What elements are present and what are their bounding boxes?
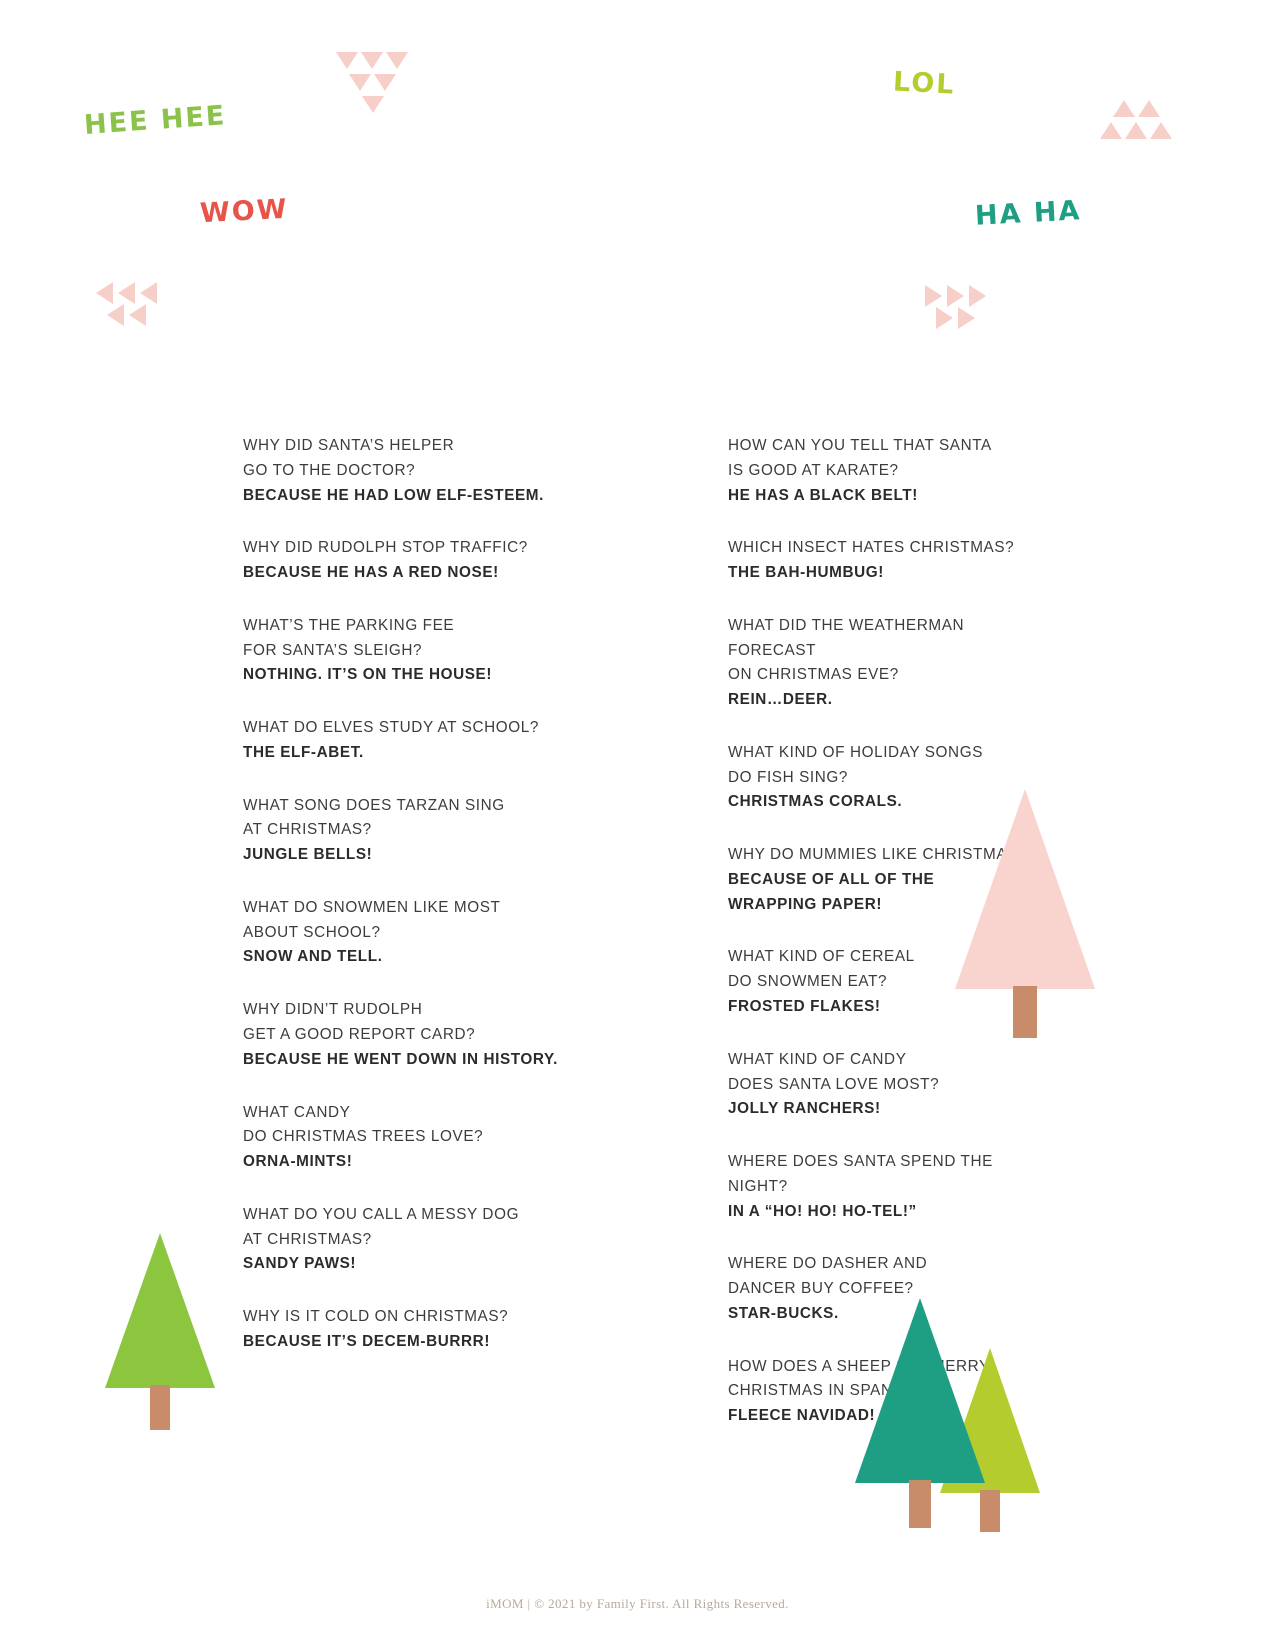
joke-answer-line: HE HAS A BLACK BELT!: [728, 486, 918, 504]
joke-item: [728, 1150, 1043, 1224]
joke-question-line: WHY DID RUDOLPH STOP TRAFFIC?: [243, 539, 528, 557]
tree-trunk: [909, 1480, 931, 1528]
joke-question-line: AT CHRISTMAS?: [243, 1230, 372, 1248]
joke-item: [243, 794, 558, 868]
triangle-icon: [349, 74, 371, 91]
joke-answer-line: JUNGLE BELLS!: [243, 846, 373, 864]
joke-answer-line: BECAUSE HE HAD LOW ELF-ESTEEM.: [243, 486, 544, 504]
triangle-icon: [118, 282, 135, 304]
joke-question-line: DO SNOWMEN EAT?: [728, 973, 888, 991]
joke-answer-line: BECAUSE HE HAS A RED NOSE!: [243, 564, 499, 582]
triangle-icon: [96, 282, 113, 304]
joke-answer-line: JOLLY RANCHERS!: [728, 1100, 881, 1118]
triangle-icon: [925, 285, 942, 307]
joke-answer-line: FLEECE NAVIDAD!: [728, 1407, 876, 1425]
joke-item: [243, 614, 558, 688]
joke-answer-line: IN A “HO! HO! HO-TEL!”: [728, 1202, 917, 1220]
joke-answer-line: THE ELF-ABET.: [243, 743, 364, 761]
doodle-hee-hee: HEE HEE: [83, 100, 228, 141]
joke-question-line: WHAT SONG DOES TARZAN SING: [243, 796, 505, 814]
joke-question-line: WHAT DO ELVES STUDY AT SCHOOL?: [243, 719, 539, 737]
joke-question-line: AT CHRISTMAS?: [243, 821, 372, 839]
jokes-container: [243, 434, 1043, 1429]
joke-answer-line: BECAUSE OF ALL OF THE: [728, 870, 935, 888]
triangle-icon: [374, 74, 396, 91]
tree-trunk: [150, 1385, 170, 1430]
joke-question-line: IS GOOD AT KARATE?: [728, 461, 899, 479]
joke-question-line: DANCER BUY COFFEE?: [728, 1280, 914, 1298]
joke-question-line: WHY DIDN’T RUDOLPH: [243, 1001, 423, 1019]
joke-item: [728, 1048, 1043, 1122]
triangle-icon: [936, 307, 953, 329]
triangle-icon: [361, 52, 383, 69]
joke-question-line: DO CHRISTMAS TREES LOVE?: [243, 1128, 484, 1146]
joke-answer-line: WRAPPING PAPER!: [728, 895, 883, 913]
joke-item: [728, 614, 1043, 713]
joke-question-line: ABOUT SCHOOL?: [243, 923, 381, 941]
joke-answer-line: ORNA-MINTS!: [243, 1153, 353, 1171]
joke-question-line: DOES SANTA LOVE MOST?: [728, 1075, 940, 1093]
joke-question-line: WHY DID SANTA’S HELPER: [243, 437, 455, 454]
joke-question-line: WHAT DID THE WEATHERMAN FORECAST: [728, 616, 965, 659]
joke-answer-line: REIN…DEER.: [728, 691, 833, 709]
christmas-tree-pink: [955, 786, 1095, 1036]
tree-canopy: [955, 786, 1095, 989]
joke-question-line: WHERE DO DASHER AND: [728, 1255, 928, 1273]
joke-question-line: WHAT DO SNOWMEN LIKE MOST: [243, 898, 501, 916]
joke-item: [243, 434, 558, 508]
joke-question-line: HOW CAN YOU TELL THAT SANTA: [728, 437, 992, 454]
tree-trunk: [1013, 986, 1037, 1038]
joke-question-line: WHAT KIND OF CEREAL: [728, 948, 915, 966]
triangle-icon: [1150, 122, 1172, 139]
doodle-lol: LOL: [892, 66, 957, 101]
joke-question-line: WHY IS IT COLD ON CHRISTMAS?: [243, 1308, 509, 1326]
triangle-icon: [336, 52, 358, 69]
joke-question-line: FOR SANTA’S SLEIGH?: [243, 641, 423, 659]
joke-question-line: WHAT KIND OF CANDY: [728, 1050, 907, 1068]
joke-question-line: WHY DO MUMMIES LIKE CHRISTMAS?: [728, 846, 1028, 864]
joke-item: [243, 1203, 558, 1277]
joke-answer-line: STAR-BUCKS.: [728, 1304, 839, 1322]
joke-answer-line: NOTHING. IT’S ON THE HOUSE!: [243, 666, 493, 684]
joke-item: [243, 716, 558, 766]
joke-question-line: GO TO THE DOCTOR?: [243, 461, 416, 479]
joke-answer-line: BECAUSE IT’S DECEM-BURRR!: [243, 1332, 491, 1350]
joke-item: [243, 998, 558, 1072]
tree-canopy: [855, 1295, 985, 1483]
joke-question-line: WHERE DOES SANTA SPEND THE NIGHT?: [728, 1153, 993, 1195]
triangle-icon: [1125, 122, 1147, 139]
joke-question-line: CHRISTMAS IN SPANISH?: [728, 1382, 930, 1400]
joke-item: [243, 536, 558, 586]
joke-answer-line: FROSTED FLAKES!: [728, 998, 881, 1016]
jokes-column-left: [243, 434, 558, 1429]
page-title: [0, 96, 1275, 110]
triangle-icon: [958, 307, 975, 329]
joke-item: [243, 1101, 558, 1175]
joke-item: [728, 536, 1043, 586]
tree-canopy: [105, 1230, 215, 1388]
joke-question-line: DO FISH SING?: [728, 768, 848, 786]
joke-question-line: WHAT KIND OF HOLIDAY SONGS: [728, 743, 984, 761]
joke-question-line: WHICH INSECT HATES CHRISTMAS?: [728, 539, 1015, 557]
joke-answer-line: SNOW AND TELL.: [243, 948, 383, 966]
joke-item: [243, 896, 558, 970]
joke-answer-line: CHRISTMAS CORALS.: [728, 793, 903, 811]
christmas-tree-teal: [855, 1295, 985, 1525]
joke-question-line: ON CHRISTMAS EVE?: [728, 666, 899, 684]
joke-answer-line: BECAUSE HE WENT DOWN IN HISTORY.: [243, 1050, 558, 1068]
triangle-icon: [969, 285, 986, 307]
doodle-wow: WOW: [199, 193, 290, 230]
joke-question-line: WHAT CANDY: [243, 1103, 351, 1121]
triangle-icon: [947, 285, 964, 307]
joke-answer-line: SANDY PAWS!: [243, 1255, 357, 1273]
triangle-icon: [386, 52, 408, 69]
triangle-icon: [140, 282, 157, 304]
triangle-icon: [1100, 122, 1122, 139]
joke-item: [728, 434, 1043, 508]
triangle-icon: [129, 304, 146, 326]
joke-answer-line: THE BAH-HUMBUG!: [728, 564, 885, 582]
doodle-ha-ha: HA HA: [974, 195, 1083, 232]
footer-copyright: iMOM | © 2021 by Family First. All Rights Reserved.: [486, 1596, 789, 1611]
joke-item: [243, 1305, 558, 1355]
joke-question-line: HOW DOES A SHEEP SAY MERRY: [728, 1357, 990, 1375]
joke-question-line: WHAT’S THE PARKING FEE: [243, 616, 455, 634]
joke-question-line: GET A GOOD REPORT CARD?: [243, 1026, 476, 1044]
christmas-tree-green: [105, 1230, 215, 1425]
joke-question-line: WHAT DO YOU CALL A MESSY DOG: [243, 1205, 520, 1223]
triangle-icon: [107, 304, 124, 326]
